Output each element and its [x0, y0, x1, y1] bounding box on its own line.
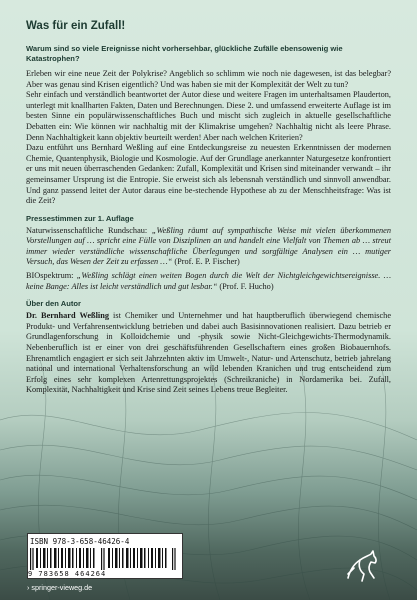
author-name: Dr. Bernhard Weßling [26, 311, 110, 321]
back-cover-text [26, 20, 391, 396]
quote-text: „Weßling schlägt einen weiten Bogen durch die Welt der Nichtgleichgewichtsereignisse. … keine Bange: Alles ist leicht verständlich und gut lesbar.“ [26, 271, 391, 291]
book-title: Was für ein Zufall! [26, 20, 126, 32]
blurb-paragraph: Dazu entführt uns Bernhard Weßling auf eine Entdeckungsreise zu neuesten Erkenntnissen der modernen Chemie, Quantenphysik, Biologie und Kosmologie. Auf der Grundlage anerkannter Naturgesetze konfrontiert er uns mit neuen überraschenden Gedanken: Zufall, Komplexität und Krisen sind miteinander verwandt – ihr gemeinsamer Ursprung ist die Entropie. Sie erweist sich als lebensnah verständlich und sinnvoll anwendbar. Und ganz passend leitet der Autor daraus eine be-stechende Hypothese ab zu der Menschheitsfrage: Was ist die Zeit? [26, 143, 391, 206]
blurb-paragraph: Erleben wir eine neue Zeit der Polykrise? Angeblich so schlimm wie noch nie dagewesen, ist das belegbar? Aber was genau sind Krisen eigentlich? Und was haben sie mit der Komplexität der Welt zu tun? [26, 69, 391, 89]
quote-source: Naturwissenschaftliche Rundschau: [26, 225, 152, 235]
about-author-heading: Über den Autor [26, 299, 81, 309]
quote-source: BIOspektrum: [26, 271, 77, 281]
press-heading: Pressestimmen zur 1. Auflage [26, 213, 134, 223]
springer-horse-logo-icon [340, 548, 384, 586]
author-bio-text: ist Chemiker und Unternehmer und hat hauptberuflich überwiegend chemische Produkt- und Verfahrensentwicklung betrieben und dabei auch Basisinnovationen realisiert. Dazu betrieb er Grundlagenforschung in Kolloidchemie und -physik sowie Nicht-Gleichgewichts-Thermodynamik. Nebenberuflich ist er einer von drei geschäftsführenden Gesellschaftern eines großen Biobauernhofs. Ehrenamtlich engagiert er sich seit Jahrzehnten aktiv im Umwelt-, Natur- und Artenschutz, betrieb jahrelang national und international Verhaltensforschung an wild lebenden Kranichen und trug entscheidend zum Erfolg eines sehr komplexen Artenrettungsprojektes (Schreikraniche) in Nordamerika bei. Zufall, Komplexität, Nachhaltigkeit und Krise sind Zeit seines Lebens treue Begleiter. [26, 311, 391, 395]
press-quote [26, 271, 391, 292]
blurb-paragraph: Sehr einfach und verständlich beantwortet der Autor diese und weitere Fragen im unterhaltsamen Plauderton, unterlegt mit knallharten Fakten, Daten und Berechnungen. Diese 2. und umfassend erweiterte Auflage ist im besten Sinne ein populärwissenschaftliches Buch und mischt sich zugleich in aktuelle gesellschaftliche Debatten ein: Wie können wir nachhaltig mit der Klimakrise umgehen? Nachhaltig nicht als leere Phrase. Denn Nachhaltigkeit kann objektiv beurteilt werden! Aber nach welchen Kriterien? [26, 90, 391, 142]
quote-attribution: (Prof. F. Hucho) [217, 281, 274, 291]
barcode [30, 548, 178, 570]
barcode-digits: 9 783658 464264 [28, 570, 107, 578]
blurb [26, 69, 391, 207]
press-quote [26, 226, 391, 268]
quote-text: „Weßling räumt auf sympathische Weise mit vielen überkommenen Vorstellungen auf … spricht eine Fülle von Disziplinen an und handelt eine Vielfalt von Themen ab … streut immer wieder verständliche wissenschaftliche Überlegungen und sorgfältige Analysen ein … mutiger Versuch, das Wesen der Zeit zu erfassen …“ [26, 225, 391, 266]
quote-attribution: (Prof. E. P. Fischer) [172, 256, 240, 266]
publisher-website: › springer-vieweg.de [27, 583, 93, 592]
isbn-number: ISBN 978-3-658-46426-4 [30, 537, 130, 546]
author-bio [26, 311, 391, 396]
subheading: Warum sind so viele Ereignisse nicht vorhersehbar, glückliche Zufälle ebensowenig wie Katastrophen? [26, 44, 343, 63]
